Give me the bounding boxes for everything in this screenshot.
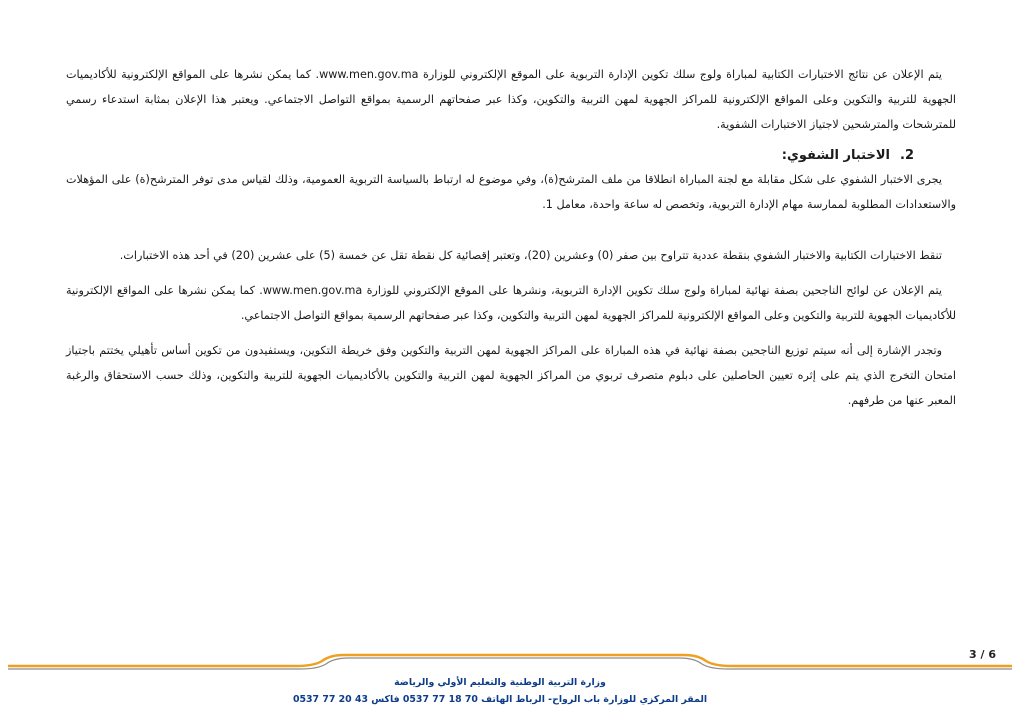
- footer-line-gray: [8, 658, 1012, 669]
- footer-contact: [250, 674, 750, 708]
- footer-ministry-name: وزارة التربية الوطنية والتعليم الأولي والرياضة: [394, 677, 606, 688]
- paragraph-grading: تنقط الاختبارات الكتابية والاختبار الشفوي بنقطة عددية تتراوح بين صفر (0) وعشرين (20)، وتعتبر إقصائية كل نقطة تقل عن خمسة (5) على عشرين (20) في أحد هذه الاختبارات.: [119, 249, 942, 262]
- paragraph-final-results: يتم الإعلان عن لوائح الناجحين بصفة نهائية لمباراة ولوج سلك تكوين الإدارة التربوية، ونشرها على الموقع الإلكتروني للوزارة www.men.gov.ma. كما يمكن نشرها على المواقع الإلكترونية للأكاديميات الجهوية للتربية والتكوين وعلى المواقع الإلكترونية للمراكز الجهوية لمهن التربية والتكوين، وكذا عبر صفحاتهم الرسمية بمواقع التواصل الاجتماعي.: [66, 284, 956, 322]
- paragraph-oral-exam-description: يجرى الاختبار الشفوي على شكل مقابلة مع لجنة المباراة انطلاقا من ملف المترشح(ة)، وفي موضوع له ارتباط بالسياسة التربوية العمومية، وذلك لقياس مدى توفر المترشح(ة) على المؤهلات والاستعدادات المطلوبة لممارسة مهام الإدارة التربوية، وتخصص له ساعة واحدة، معامل 1.: [66, 173, 956, 211]
- section-title: الاختبار الشفوي:: [781, 148, 890, 163]
- document-body: [66, 62, 956, 413]
- footer-line-orange: [8, 655, 1012, 666]
- paragraph-distribution: وتجدر الإشارة إلى أنه سيتم توزيع الناجحين بصفة نهائية في هذه المباراة على المراكز الجهوية لمهن التربية والتكوين وفق خريطة التكوين، ويستفيدون من تكوين أساس تأهيلي يختتم باجتياز امتحان التخرج الذي يتم على إثره تعيين الحاصلين على دبلوم متصرف تربوي من المراكز الجهوية لمهن التربية والتكوين بالأكاديميات الجهوية للتربية والتكوين، وذلك حسب الاستحقاق والرغبة المعبر عنها من طرفهم.: [66, 344, 956, 407]
- page-number: 3 / 6: [969, 648, 996, 661]
- section-number: 2.: [900, 148, 914, 163]
- paragraph-written-exam-results: يتم الإعلان عن نتائج الاختبارات الكتابية لمباراة ولوج سلك تكوين الإدارة التربوية على الموقع الإلكتروني للوزارة www.men.gov.ma. كما يمكن نشرها على المواقع الإلكترونية للأكاديميات الجهوية للتربية والتكوين وعلى المواقع الإلكترونية للمراكز الجهوية لمهن التربية والتكوين، وكذا عبر صفحاتهم الرسمية بمواقع التواصل الاجتماعي. ويعتبر هذا الإعلان بمثابة استدعاء رسمي للمترشحات والمترشحين لاجتياز الاختبارات الشفوية.: [66, 68, 956, 131]
- section-heading-oral-exam: [66, 145, 956, 167]
- footer-address: المقر المركزي للوزارة باب الرواح- الرباط الهاتف 70 18 77 0537 فاكس 43 20 77 0537: [292, 694, 708, 705]
- footer-divider-line: [0, 652, 1024, 674]
